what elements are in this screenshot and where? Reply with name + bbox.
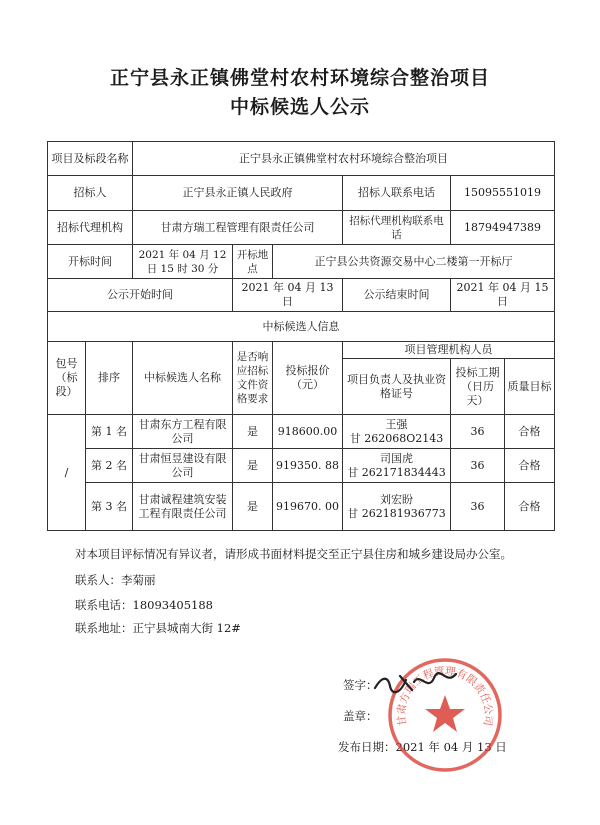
project-value: 正宁县永正镇佛堂村农村环境综合整治项目 — [133, 142, 555, 176]
candidate-name-cell: 甘肃诚程建筑安装工程有限责任公司 — [133, 483, 233, 531]
response-cell: 是 — [233, 483, 273, 531]
agency-label: 招标代理机构 — [48, 211, 133, 245]
candidate-section-header: 中标候选人信息 — [48, 312, 555, 342]
project-label: 项目及标段名称 — [48, 142, 133, 176]
pub-start-value: 2021 年 04 月 13 日 — [233, 279, 343, 312]
tenderer-label: 招标人 — [48, 176, 133, 211]
table-row — [48, 449, 555, 483]
open-time-label: 开标时间 — [48, 245, 133, 279]
document-subtitle: 中标候选人公示 — [229, 96, 370, 118]
candidate-name-cell: 甘肃东方工程有限公司 — [133, 415, 233, 449]
tender-info-table — [47, 141, 555, 531]
price-cell: 919350. 88 — [273, 449, 343, 483]
duration-cell: 36 — [451, 449, 505, 483]
document-title: 正宁县永正镇佛堂村农村环境综合整治项目 — [109, 67, 490, 89]
handwritten-signature — [370, 668, 460, 698]
contact-address: 联系地址：正宁县城南大街 12# — [75, 621, 241, 635]
rank-cell: 第 3 名 — [86, 483, 133, 531]
pub-end-label: 公示结束时间 — [343, 279, 451, 312]
duration-cell: 36 — [451, 415, 505, 449]
quality-cell: 合格 — [505, 415, 555, 449]
col-rank: 排序 — [86, 342, 133, 415]
pm-cell — [343, 449, 451, 483]
col-duration: 投标工期（日历天） — [451, 359, 505, 415]
pm-name: 刘宏盼 — [380, 492, 413, 506]
seal-label: 盖章： — [343, 709, 378, 723]
price-cell: 919670. 00 — [273, 483, 343, 531]
pm-cell — [343, 415, 451, 449]
col-pm-person: 项目负责人及执业资格证号 — [343, 359, 451, 415]
col-pm-group: 项目管理机构人员 — [343, 342, 555, 359]
package-value: / — [48, 415, 86, 531]
agency-phone-label: 招标代理机构联系电话 — [343, 211, 451, 245]
pm-name: 王强 — [385, 417, 408, 431]
pm-cell — [343, 483, 451, 531]
quality-cell: 合格 — [505, 449, 555, 483]
col-response: 是否响应招标文件资格要求 — [233, 342, 273, 415]
publish-date: 发布日期：2021 年 04 月 13 日 — [338, 740, 507, 754]
open-place-label: 开标地点 — [233, 245, 273, 279]
open-time-value: 2021 年 04 月 12 日 15 时 30 分 — [133, 245, 233, 279]
duration-cell: 36 — [451, 483, 505, 531]
col-quality: 质量目标 — [505, 359, 555, 415]
response-cell: 是 — [233, 415, 273, 449]
contact-phone: 联系电话：18093405188 — [75, 598, 213, 612]
tenderer-phone-value: 15095551019 — [451, 176, 555, 211]
objection-notice: 对本项目评标情况有异议者，请形成书面材料提交至正宁县住房和城乡建设局办公室。 — [75, 547, 512, 561]
open-place-value: 正宁县公共资源交易中心二楼第一开标厅 — [273, 245, 555, 279]
price-cell: 918600.00 — [273, 415, 343, 449]
col-name: 中标候选人名称 — [133, 342, 233, 415]
rank-cell: 第 2 名 — [86, 449, 133, 483]
pm-cert: 甘 262181936773 — [347, 506, 446, 520]
contact-person: 联系人：李菊丽 — [75, 573, 156, 587]
table-row — [48, 483, 555, 531]
quality-cell: 合格 — [505, 483, 555, 531]
rank-cell: 第 1 名 — [86, 415, 133, 449]
agency-value: 甘肃方瑞工程管理有限责任公司 — [133, 211, 343, 245]
tenderer-phone-label: 招标人联系电话 — [343, 176, 451, 211]
sign-label: 签字： — [343, 678, 378, 692]
col-package: 包号（标段） — [48, 342, 86, 415]
tenderer-value: 正宁县永正镇人民政府 — [133, 176, 343, 211]
table-row — [48, 415, 555, 449]
svg-text:甘肃方瑞工程管理有限责任公司: 甘肃方瑞工程管理有限责任公司 — [395, 665, 495, 727]
pm-cert: 甘 262068O2143 — [349, 431, 444, 445]
pub-start-label: 公示开始时间 — [48, 279, 233, 312]
pm-cert: 甘 262171834443 — [347, 465, 446, 479]
pm-name: 司国虎 — [380, 451, 413, 465]
pub-end-value: 2021 年 04 月 15 日 — [451, 279, 555, 312]
candidate-name-cell: 甘肃恒昱建设有限公司 — [133, 449, 233, 483]
agency-phone-value: 18794947389 — [451, 211, 555, 245]
response-cell: 是 — [233, 449, 273, 483]
col-price: 投标报价（元） — [273, 342, 343, 415]
